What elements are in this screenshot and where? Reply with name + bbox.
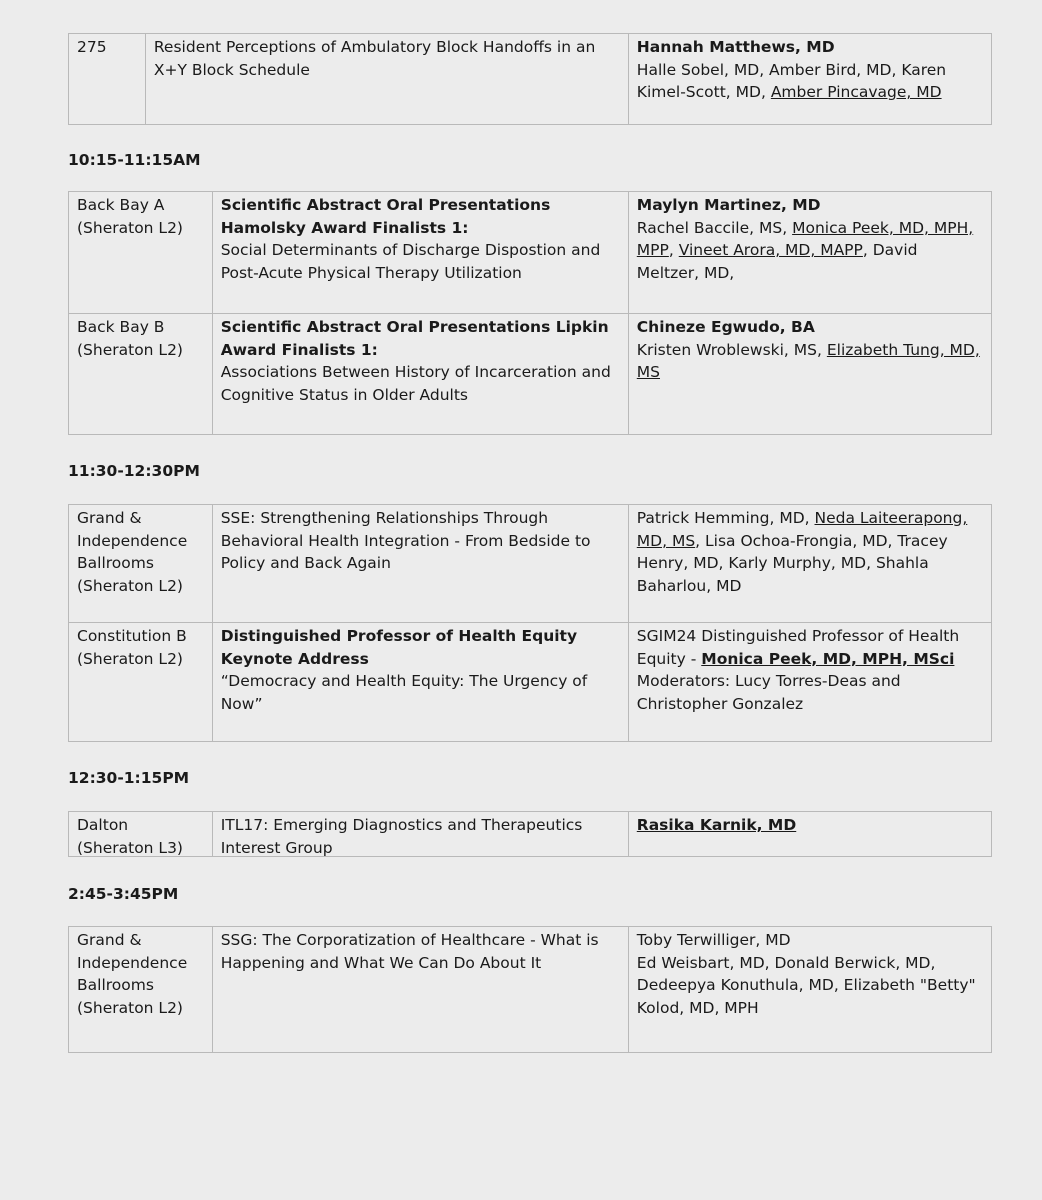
session-title xyxy=(212,623,628,741)
session-row xyxy=(68,191,992,314)
session-row xyxy=(68,313,992,435)
author-underlined: Neda Laiteerapong, MD, MS xyxy=(636,509,968,550)
session-authors xyxy=(628,314,991,434)
session-location xyxy=(69,623,212,741)
author-list: Rachel Baccile, MS, xyxy=(636,218,788,237)
session-title xyxy=(145,34,628,124)
author-underlined: Monica Peek, MD, MPH, MPP xyxy=(636,218,974,260)
speaker-name: Monica Peek, MD, MPH, MSci xyxy=(701,649,955,668)
location-name: Dalton xyxy=(77,816,129,834)
session-category: Distinguished Professor of Health Equity Keynote Address xyxy=(220,627,578,668)
author-list: Ed Weisbart, MD, Donald Berwick, MD, Dedeepya Konuthula, MD, Elizabeth "Betty" Kolod, MD, MPH xyxy=(636,953,976,1017)
session-category: Scientific Abstract Oral Presentations Hamolsky Award Finalists 1: xyxy=(220,196,551,237)
session-row xyxy=(68,811,992,857)
session-authors xyxy=(628,623,991,741)
title-text: Resident Perceptions of Ambulatory Block Handoffs in an X+Y Block Schedule xyxy=(153,38,596,79)
location-building: (Sheraton L2) xyxy=(77,218,183,237)
author-list: SGIM24 Distinguished Professor of Health Equity - xyxy=(636,627,960,668)
location-name: Constitution B xyxy=(77,627,187,645)
session-category: Scientific Abstract Oral Presentations Lipkin Award Finalists 1: xyxy=(220,318,609,359)
session-row xyxy=(68,504,992,623)
author-underlined: Elizabeth Tung, MD, MS xyxy=(636,340,980,382)
time-heading: 12:30-1:15PM xyxy=(68,769,190,787)
location-name: Grand & Independence Ballrooms (Sheraton L2) xyxy=(77,509,188,595)
title-text: Social Determinants of Discharge Dispostion and Post-Acute Physical Therapy Utilization xyxy=(220,241,601,282)
title-text: “Democracy and Health Equity: The Urgency of Now” xyxy=(220,672,588,713)
session-title xyxy=(212,927,628,1052)
session-location xyxy=(69,192,212,313)
location-building: (Sheraton L2) xyxy=(77,649,183,668)
session-location xyxy=(69,927,212,1052)
time-heading: 2:45-3:45PM xyxy=(68,885,179,903)
location-building: (Sheraton L3) xyxy=(77,838,183,856)
location-building: (Sheraton L2) xyxy=(77,340,183,359)
author-list: Halle Sobel, MD, Amber Bird, MD, Karen Kimel-Scott, MD, xyxy=(636,60,947,102)
location-name: Back Bay B xyxy=(77,318,165,336)
session-authors xyxy=(628,812,991,856)
moderators: Moderators: Lucy Torres-Deas and Christopher Gonzalez xyxy=(636,672,901,713)
presenter-name: Chineze Egwudo, BA xyxy=(636,318,815,336)
time-heading: 11:30-12:30PM xyxy=(68,462,200,480)
presenter-name: Maylyn Martinez, MD xyxy=(636,196,821,214)
session-authors xyxy=(628,927,991,1052)
session-row xyxy=(68,926,992,1053)
session-location xyxy=(69,812,212,856)
session-authors xyxy=(628,192,991,313)
location-name: Back Bay A xyxy=(77,196,165,214)
session-location xyxy=(69,505,212,622)
session-title xyxy=(212,812,628,856)
session-title xyxy=(212,192,628,313)
session-location xyxy=(69,314,212,434)
session-title xyxy=(212,314,628,434)
session-authors xyxy=(628,505,991,622)
session-row xyxy=(68,622,992,742)
title-text: ITL17: Emerging Diagnostics and Therapeutics Interest Group xyxy=(220,816,583,856)
author-list: , Lisa Ochoa-Frongia, MD, Tracey Henry, MD, Karly Murphy, MD, Shahla Baharlou, MD xyxy=(636,531,948,595)
presenter-name: Rasika Karnik, MD xyxy=(636,816,797,834)
location-name: Grand & Independence Ballrooms (Sheraton L2) xyxy=(77,931,188,1017)
author-underlined: Vineet Arora, MD, MAPP xyxy=(678,241,863,260)
session-location xyxy=(69,34,145,124)
room-number: 275 xyxy=(77,38,107,56)
title-text: SSG: The Corporatization of Healthcare - What is Happening and What We Can Do About It xyxy=(220,931,599,972)
title-text: SSE: Strengthening Relationships Through Behavioral Health Integration - From Bedside to Policy and Back Again xyxy=(220,509,591,573)
author-underlined: Amber Pincavage, MD xyxy=(770,83,942,102)
session-authors xyxy=(628,34,991,124)
time-heading: 10:15-11:15AM xyxy=(68,151,201,169)
presenter-name: Hannah Matthews, MD xyxy=(636,38,835,56)
author-list: , David Meltzer, MD, xyxy=(636,241,918,282)
session-row xyxy=(68,33,992,125)
author-list: Patrick Hemming, MD, xyxy=(636,509,810,527)
session-title xyxy=(212,505,628,622)
author-list: Kristen Wroblewski, MS, xyxy=(636,340,822,359)
author-list: , xyxy=(668,241,674,260)
presenter-name: Toby Terwilliger, MD xyxy=(636,931,791,949)
title-text: Associations Between History of Incarceration and Cognitive Status in Older Adults xyxy=(220,363,611,404)
